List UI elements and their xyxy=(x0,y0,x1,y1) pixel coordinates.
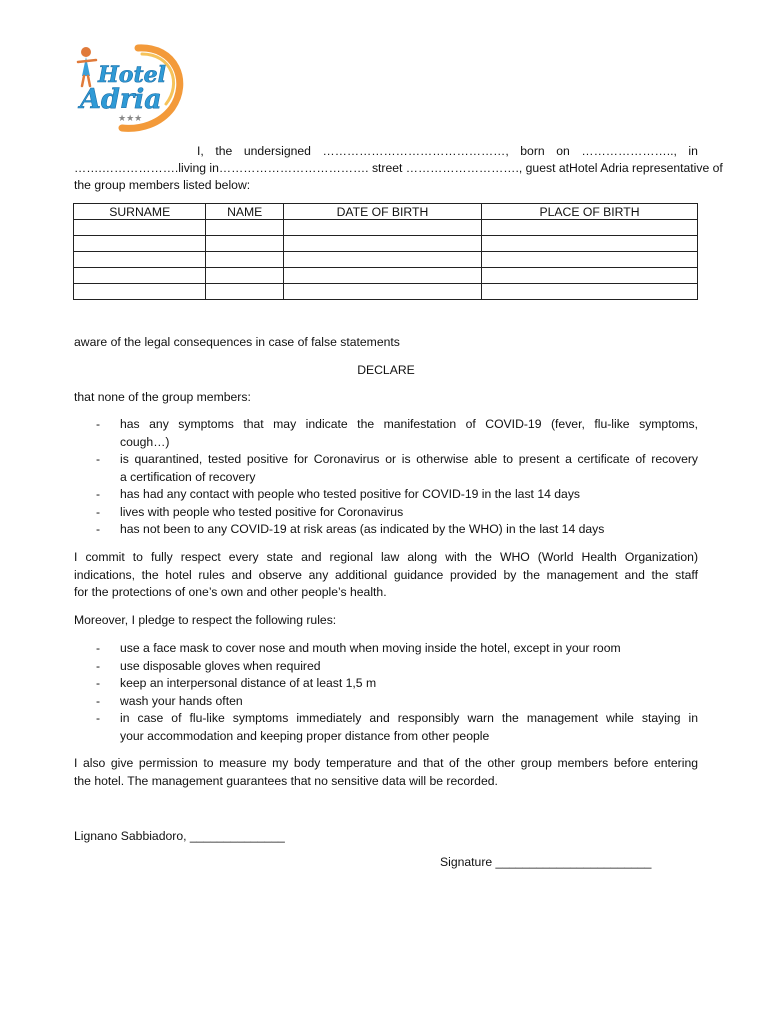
table-row xyxy=(74,220,698,236)
address-blank: ………………………………. street ………………………., guest at xyxy=(218,161,570,175)
list-item xyxy=(74,658,698,676)
list-item xyxy=(74,640,698,658)
name-cell[interactable] xyxy=(206,252,283,268)
list-item xyxy=(74,416,698,451)
list-item-text: cough…) xyxy=(120,434,170,449)
column-header-date-of-birth: DATE OF BIRTH xyxy=(283,204,481,220)
intro-word: undersigned xyxy=(243,144,311,158)
group-members-table xyxy=(73,203,698,300)
logo-stars: ★★★ xyxy=(118,114,143,124)
paragraph-line: I commit to fully respect every state and regional law along with the WHO (World Health Organization) xyxy=(74,550,698,564)
list-item-text: in case of flu-like symptoms immediately and responsibly warn the management while staying in xyxy=(120,711,698,725)
paragraph-line: for the protections of one’s own and other people’s health. xyxy=(74,585,387,599)
surname-cell[interactable] xyxy=(74,236,206,252)
name-blank: ………………………………………, xyxy=(322,144,509,158)
place-of-birth-cell[interactable] xyxy=(481,236,697,252)
table-row xyxy=(74,284,698,300)
list-bullet: - xyxy=(96,452,101,466)
list-bullet: - xyxy=(96,676,101,690)
column-header-surname: SURNAME xyxy=(74,204,206,220)
table-row xyxy=(74,268,698,284)
list-bullet: - xyxy=(96,658,101,673)
intro-line-1 xyxy=(197,143,698,161)
intro-text: Hotel Adria representative of xyxy=(569,161,723,175)
list-bullet: - xyxy=(96,417,101,431)
intro-line-3: the group members listed below: xyxy=(74,178,251,192)
list-item-text: has any symptoms that may indicate the manifestation of COVID-19 (fever, flu-like symptoms, xyxy=(120,417,698,431)
name-cell[interactable] xyxy=(206,268,283,284)
intro-line-2 xyxy=(74,160,723,178)
list-item-text: has had any contact with people who tested positive for COVID-19 in the last 14 days xyxy=(120,487,581,501)
paragraph-line: the hotel. The management guarantees that no sensitive data will be recorded. xyxy=(74,773,498,788)
logo-word-adria: Adria xyxy=(80,84,162,115)
commit-paragraph xyxy=(74,549,698,602)
column-header-name: NAME xyxy=(206,204,283,220)
permission-paragraph xyxy=(74,755,698,790)
list-item-text: a certification of recovery xyxy=(120,469,256,484)
pledge-intro: Moreover, I pledge to respect the following rules: xyxy=(74,613,337,627)
declare-heading: DECLARE xyxy=(357,363,415,377)
list-bullet: - xyxy=(96,711,101,725)
table-row xyxy=(74,252,698,268)
none-intro: that none of the group members: xyxy=(74,390,251,404)
name-cell[interactable] xyxy=(206,236,283,252)
intro-word: born xyxy=(520,144,545,158)
list-item xyxy=(74,710,698,745)
hotel-adria-logo xyxy=(68,42,184,134)
date-of-birth-cell[interactable] xyxy=(283,220,481,236)
list-item xyxy=(74,521,698,539)
place-of-birth-cell[interactable] xyxy=(481,252,697,268)
paragraph-line: I also give permission to measure my body temperature and that of the other group members before entering xyxy=(74,756,698,770)
name-cell[interactable] xyxy=(206,220,283,236)
list-bullet: - xyxy=(96,693,101,708)
list-item xyxy=(74,675,698,693)
paragraph-line: indications, the hotel rules and observe any additional guidance provided by the management and the staff xyxy=(74,567,698,582)
date-of-birth-cell[interactable] xyxy=(283,236,481,252)
place-date-field[interactable]: Lignano Sabbiadoro, ______________ xyxy=(74,829,285,843)
date-of-birth-cell[interactable] xyxy=(283,252,481,268)
table-row xyxy=(74,236,698,252)
intro-word: on xyxy=(556,144,570,158)
list-item-text: wash your hands often xyxy=(120,693,243,708)
surname-cell[interactable] xyxy=(74,284,206,300)
column-header-place-of-birth: PLACE OF BIRTH xyxy=(481,204,697,220)
birthplace-blank: …….……………….living in xyxy=(74,161,219,175)
name-cell[interactable] xyxy=(206,284,283,300)
birth-date-blank: ………………….., xyxy=(581,144,677,158)
place-of-birth-cell[interactable] xyxy=(481,220,697,236)
surname-cell[interactable] xyxy=(74,220,206,236)
list-item-text: use disposable gloves when required xyxy=(120,658,321,673)
list-bullet: - xyxy=(96,641,101,655)
list-bullet: - xyxy=(96,504,101,519)
list-item-text: has not been to any COVID-19 at risk areas (as indicated by the WHO) in the last 14 days xyxy=(120,522,605,536)
list-item xyxy=(74,486,698,504)
list-item-text: is quarantined, tested positive for Coronavirus or is otherwise able to present a certificate of recovery xyxy=(120,452,698,466)
list-item xyxy=(74,504,698,522)
list-item xyxy=(74,693,698,711)
list-bullet: - xyxy=(96,522,101,536)
list-bullet: - xyxy=(96,487,101,501)
surname-cell[interactable] xyxy=(74,252,206,268)
list-item-text: keep an interpersonal distance of at least 1,5 m xyxy=(120,676,377,690)
intro-word: in xyxy=(688,144,698,158)
list-item-text: lives with people who tested positive for Coronavirus xyxy=(120,504,404,519)
place-of-birth-cell[interactable] xyxy=(481,284,697,300)
intro-word: the xyxy=(215,144,233,158)
rules-list xyxy=(74,640,698,745)
place-of-birth-cell[interactable] xyxy=(481,268,697,284)
date-of-birth-cell[interactable] xyxy=(283,268,481,284)
surname-cell[interactable] xyxy=(74,268,206,284)
intro-word: I, xyxy=(197,144,204,158)
list-item xyxy=(74,451,698,486)
date-of-birth-cell[interactable] xyxy=(283,284,481,300)
table-header-row xyxy=(74,204,698,220)
list-item-text: your accommodation and keeping proper distance from other people xyxy=(120,728,490,743)
signature-field[interactable]: Signature _______________________ xyxy=(440,855,652,869)
aware-statement: aware of the legal consequences in case of false statements xyxy=(74,335,400,349)
logo-word-hotel: Hotel xyxy=(98,62,166,88)
declare-list xyxy=(74,416,698,539)
list-item-text: use a face mask to cover nose and mouth when moving inside the hotel, except in your room xyxy=(120,641,621,655)
